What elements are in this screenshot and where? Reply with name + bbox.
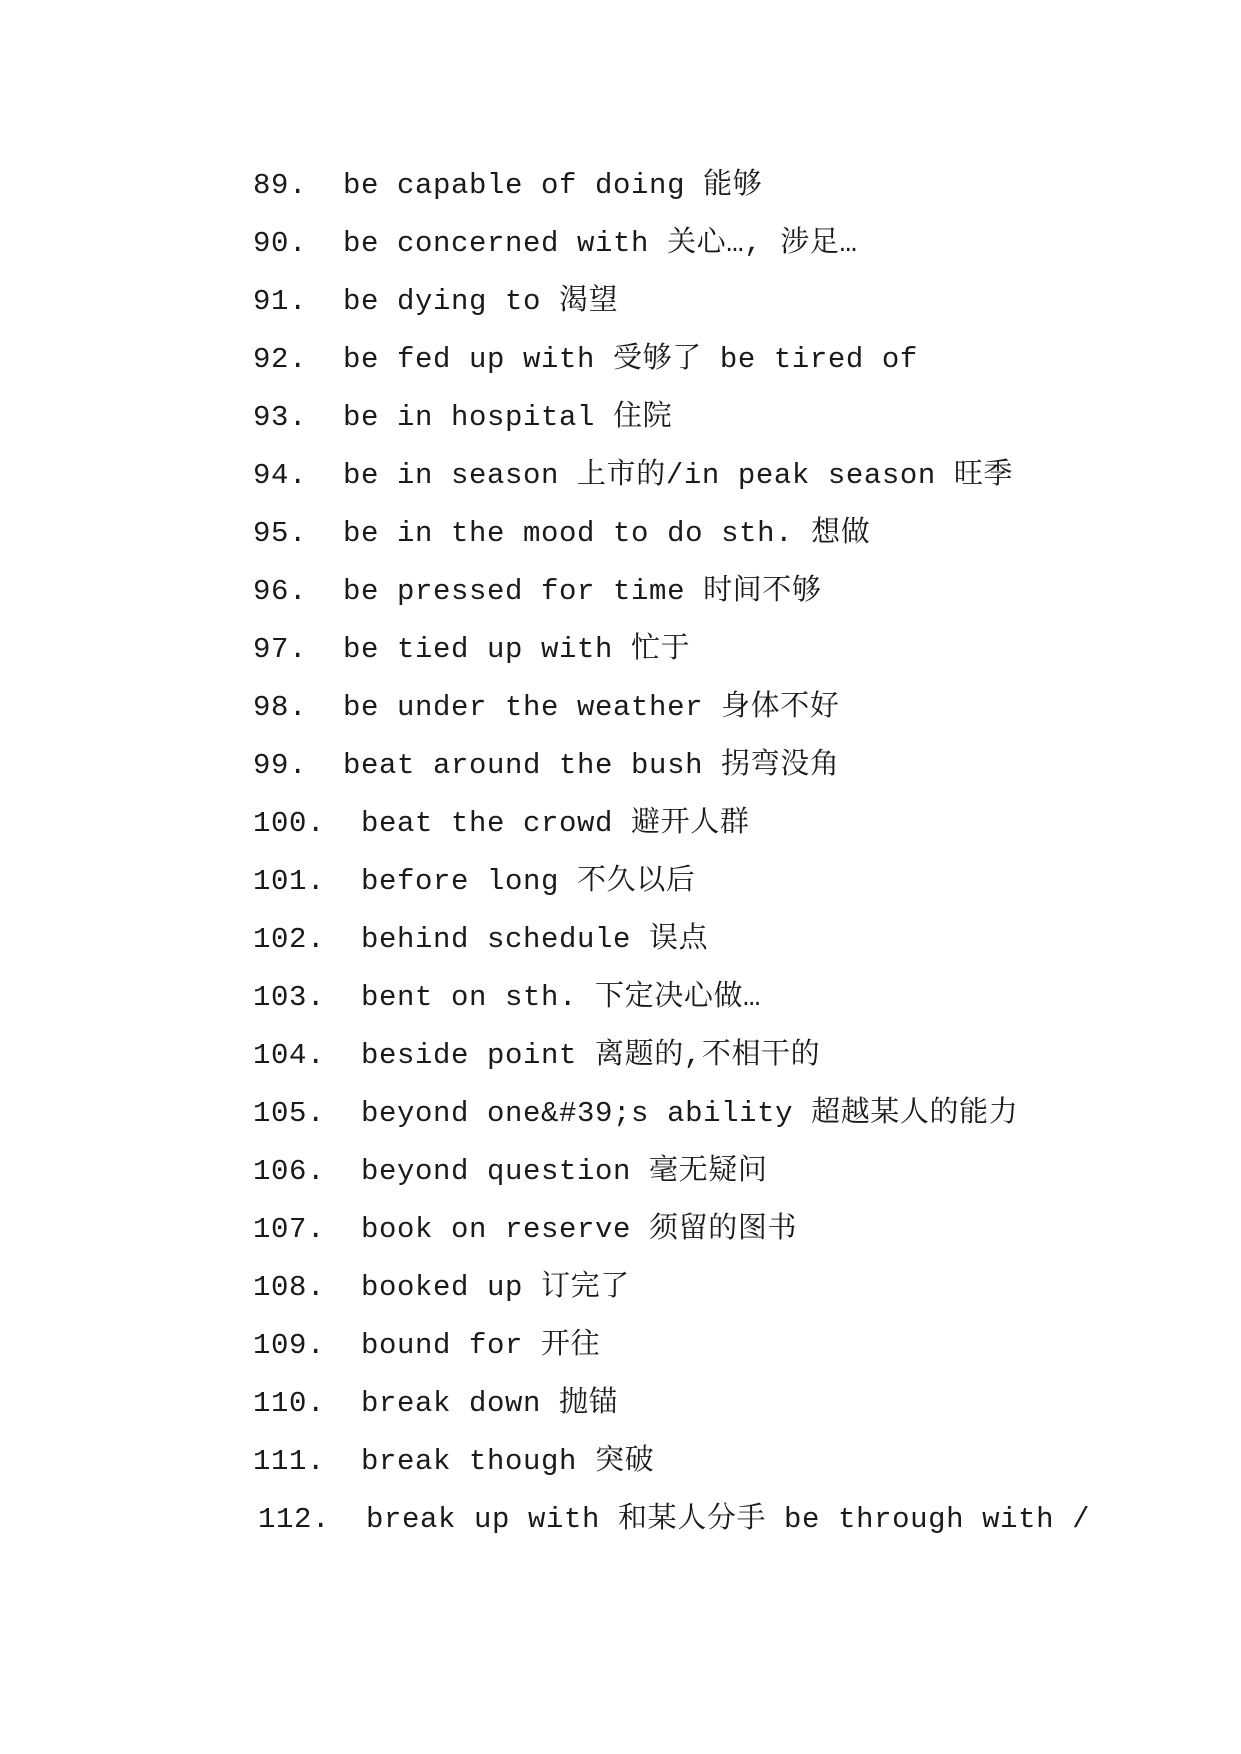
list-item: 109. bound for 开往 <box>253 1329 601 1362</box>
list-item: 103. bent on sth. 下定决心做… <box>253 981 762 1014</box>
list-item: 98. be under the weather 身体不好 <box>253 691 840 724</box>
list-item: 110. break down 抛锚 <box>253 1387 619 1420</box>
list-item: 106. beyond question 毫无疑问 <box>253 1155 768 1188</box>
list-item: 93. be in hospital 住院 <box>253 401 673 434</box>
list-item: 104. beside point 离题的,不相干的 <box>253 1039 821 1072</box>
list-item: 105. beyond one&#39;s ability 超越某人的能力 <box>253 1097 1019 1130</box>
list-item: 94. be in season 上市的/in peak season 旺季 <box>253 459 1014 492</box>
list-item: 99. beat around the bush 拐弯没角 <box>253 749 840 782</box>
list-item: 107. book on reserve 须留的图书 <box>253 1213 798 1246</box>
list-item: 111. break though 突破 <box>253 1445 655 1478</box>
list-item: 95. be in the mood to do sth. 想做 <box>253 517 871 550</box>
list-item: 102. behind schedule 误点 <box>253 923 709 956</box>
list-item: 96. be pressed for time 时间不够 <box>253 575 822 608</box>
list-item: 100. beat the crowd 避开人群 <box>253 807 750 840</box>
list-item: 97. be tied up with 忙于 <box>253 633 691 666</box>
list-item: 90. be concerned with 关心…, 涉足… <box>253 227 858 260</box>
list-item: 89. be capable of doing 能够 <box>253 169 763 202</box>
list-item: 91. be dying to 渴望 <box>253 285 619 318</box>
list-item: 101. before long 不久以后 <box>253 865 696 898</box>
list-item: 108. booked up 订完了 <box>253 1271 630 1304</box>
list-item: 112. break up with 和某人分手 be through with / <box>258 1503 1091 1536</box>
list-item: 92. be fed up with 受够了 be tired of <box>253 343 918 376</box>
